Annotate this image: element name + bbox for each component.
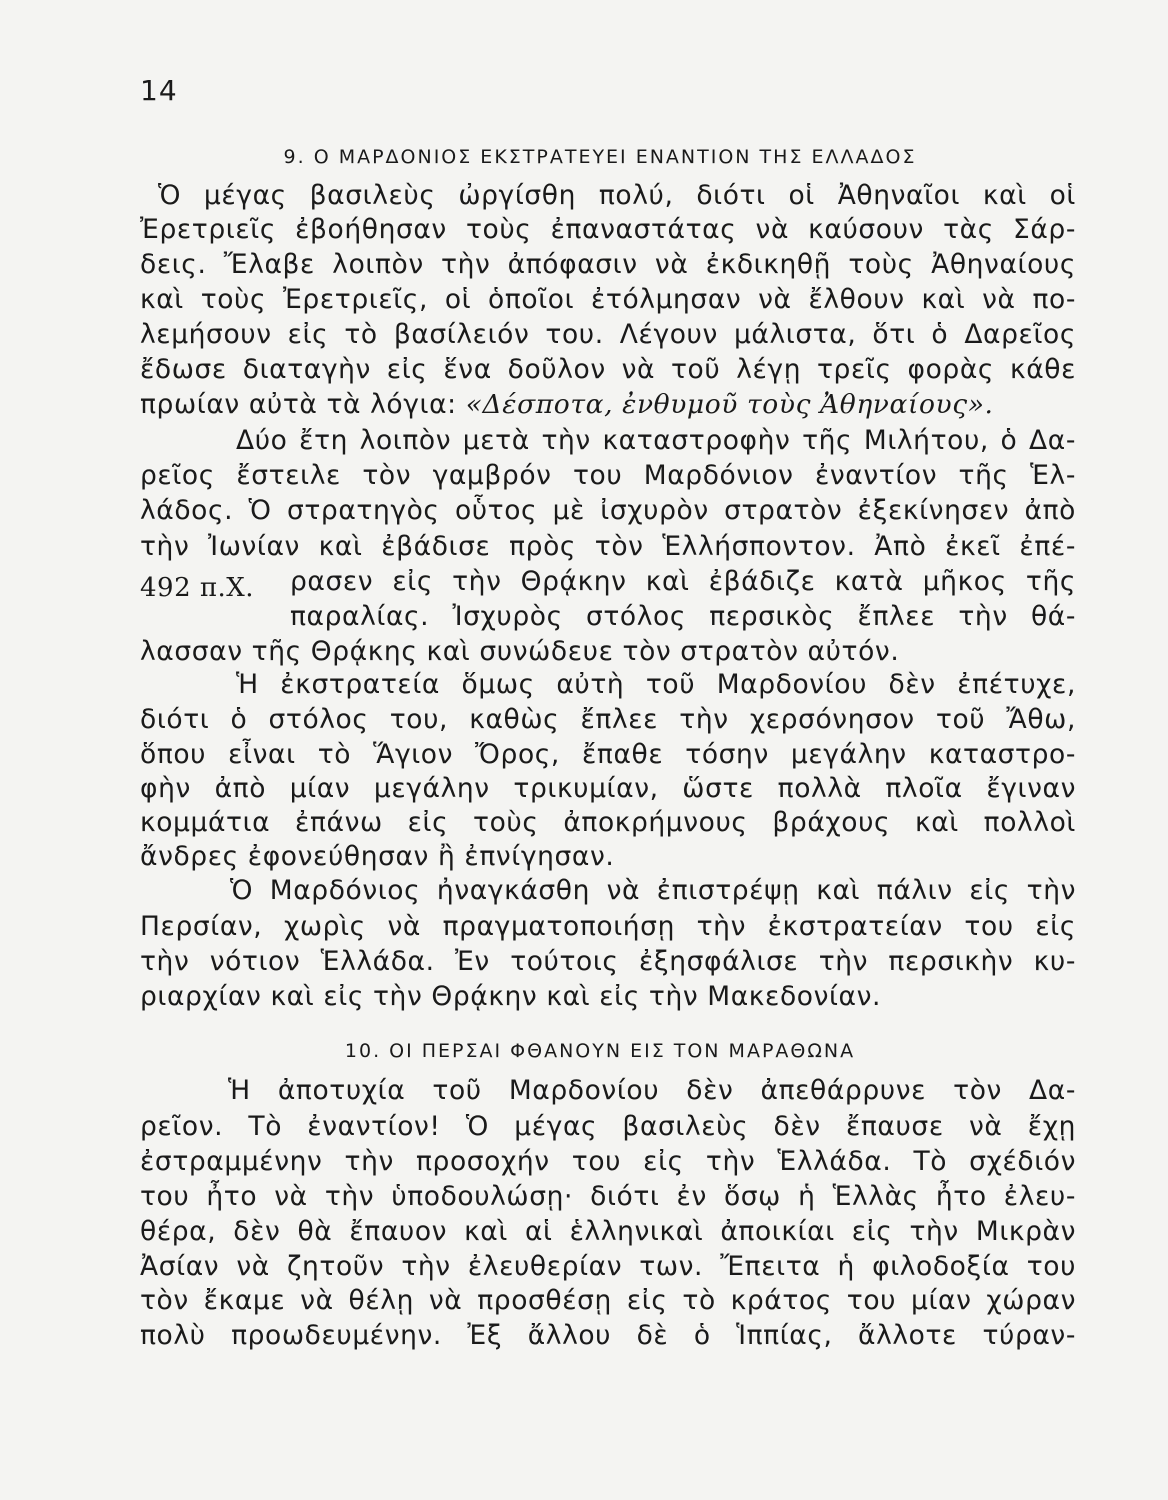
paragraph-line: τὸν ἔκαμε νὰ θέλῃ νὰ προσθέσῃ εἰς τὸ κράτος του μίαν χώραν	[140, 1285, 1076, 1316]
page-number: 14	[140, 74, 178, 107]
paragraph-line	[140, 389, 994, 421]
margin-date-note: 492 π.Χ.	[140, 573, 255, 603]
paragraph-line: δεις. Ἔλαβε λοιπὸν τὴν ἀπόφασιν νὰ ἐκδικηθῇ τοὺς Ἀθηναίους	[140, 249, 1076, 280]
paragraph-line-text: πρωίαν αὐτὰ τὰ λόγια:	[140, 389, 457, 420]
paragraph-line: Ἀσίαν νὰ ζητοῦν τὴν ἐλευθερίαν των. Ἔπειτα ἡ φιλοδοξία του	[140, 1251, 1076, 1282]
paragraph-line: λεμήσουν εἰς τὸ βασίλειόν του. Λέγουν μάλιστα, ὅτι ὁ Δαρεῖος	[140, 319, 1076, 350]
paragraph-line: θέρα, δὲν θὰ ἔπαυον καὶ αἱ ἑλληνικαὶ ἀποικίαι εἰς τὴν Μικρὰν	[140, 1216, 1076, 1247]
paragraph-line: Ἡ ἐκστρατεία ὅμως αὐτὴ τοῦ Μαρδονίου δὲν ἐπέτυχε,	[236, 669, 1076, 700]
paragraph-line: κομμάτια ἐπάνω εἰς τοὺς ἀποκρήμνους βράχους καὶ πολλοὶ	[140, 807, 1076, 838]
paragraph-line: τὴν Ἰωνίαν καὶ ἐβάδισε πρὸς τὸν Ἑλλήσποντον. Ἀπὸ ἐκεῖ ἐπέ-	[140, 531, 1076, 562]
paragraph-line: παραλίας. Ἰσχυρὸς στόλος περσικὸς ἔπλεε τὴν θά-	[290, 601, 1076, 632]
paragraph-line: ριαρχίαν καὶ εἰς τὴν Θρᾴκην καὶ εἰς τὴν Μακεδονίαν.	[140, 981, 882, 1012]
paragraph-line: διότι ὁ στόλος του, καθὼς ἔπλεε τὴν χερσόνησον τοῦ Ἄθω,	[140, 704, 1076, 735]
paragraph-line: καὶ τοὺς Ἐρετριεῖς, οἱ ὁποῖοι ἐτόλμησαν νὰ ἔλθουν καὶ νὰ πο-	[140, 284, 1076, 315]
section-heading-10: 10. ΟΙ ΠΕΡΣΑΙ ΦΘΑΝΟΥΝ ΕΙΣ ΤΟΝ ΜΑΡΑΘΩΝΑ	[344, 1040, 856, 1062]
paragraph-line: ρεῖος ἔστειλε τὸν γαμβρόν του Μαρδόνιον ἐναντίον τῆς Ἑλ-	[140, 460, 1076, 491]
section-heading-9: 9. Ο ΜΑΡΔΟΝΙΟΣ ΕΚΣΤΡΑΤΕΥΕΙ ΕΝΑΝΤΙΟΝ ΤΗΣ ΕΛΛΑΔΟΣ	[283, 146, 917, 168]
paragraph-line: ἄνδρες ἐφονεύθησαν ἢ ἐπνίγησαν.	[140, 841, 615, 872]
paragraph-line: ἐστραμμένην τὴν προσοχήν του εἰς τὴν Ἑλλάδα. Τὸ σχέδιόν	[140, 1146, 1076, 1177]
paragraph-line: Περσίαν, χωρὶς νὰ πραγματοποιήσῃ τὴν ἐκστρατείαν του εἰς	[140, 911, 1076, 942]
quote-italic: «Δέσποτα, ἐνθυμοῦ τοὺς Ἀθηναίους».	[465, 389, 994, 420]
paragraph-line: λάδος. Ὁ στρατηγὸς οὗτος μὲ ἰσχυρὸν στρατὸν ἐξεκίνησεν ἀπὸ	[140, 495, 1076, 526]
paragraph-line: Δύο ἔτη λοιπὸν μετὰ τὴν καταστροφὴν τῆς Μιλήτου, ὁ Δα-	[236, 425, 1076, 456]
paragraph-line: ὅπου εἶναι τὸ Ἅγιον Ὄρος, ἔπαθε τόσην μεγάλην καταστρο-	[140, 739, 1076, 770]
paragraph-line: τὴν νότιον Ἑλλάδα. Ἐν τούτοις ἐξησφάλισε τὴν περσικὴν κυ-	[140, 946, 1076, 977]
paragraph-line: πολὺ προωδευμένην. Ἐξ ἄλλου δὲ ὁ Ἱππίας, ἄλλοτε τύραν-	[140, 1320, 1076, 1351]
paragraph-line: ἔδωσε διαταγὴν εἰς ἕνα δοῦλον νὰ τοῦ λέγῃ τρεῖς φορὰς κάθε	[140, 354, 1076, 385]
paragraph-line: φὴν ἀπὸ μίαν μεγάλην τρικυμίαν, ὥστε πολλὰ πλοῖα ἔγιναν	[140, 773, 1076, 804]
paragraph-line: ρεῖον. Τὸ ἐναντίον! Ὁ μέγας βασιλεὺς δὲν ἔπαυσε νὰ ἔχῃ	[140, 1111, 1076, 1142]
paragraph-line: Ἐρετριεῖς ἐβοήθησαν τοὺς ἐπαναστάτας νὰ καύσουν τὰς Σάρ-	[140, 214, 1076, 245]
paragraph-line: ρασεν εἰς τὴν Θρᾴκην καὶ ἐβάδιζε κατὰ μῆκος τῆς	[290, 566, 1076, 597]
paragraph-line: Ἡ ἀποτυχία τοῦ Μαρδονίου δὲν ἀπεθάρρυνε τὸν Δα-	[228, 1075, 1076, 1106]
paragraph-line: Ὁ μέγας βασιλεὺς ὠργίσθη πολύ, διότι οἱ Ἀθηναῖοι καὶ οἱ	[158, 180, 1076, 211]
paragraph-line: λασσαν τῆς Θρᾴκης καὶ συνώδευε τὸν στρατὸν αὐτόν.	[140, 636, 900, 667]
paragraph-line: του ἦτο νὰ τὴν ὑποδουλώσῃ· διότι ἐν ὅσῳ ἡ Ἑλλὰς ἦτο ἐλευ-	[140, 1181, 1076, 1212]
paragraph-line: Ὁ Μαρδόνιος ἠναγκάσθη νὰ ἐπιστρέψῃ καὶ πάλιν εἰς τὴν	[230, 875, 1076, 906]
